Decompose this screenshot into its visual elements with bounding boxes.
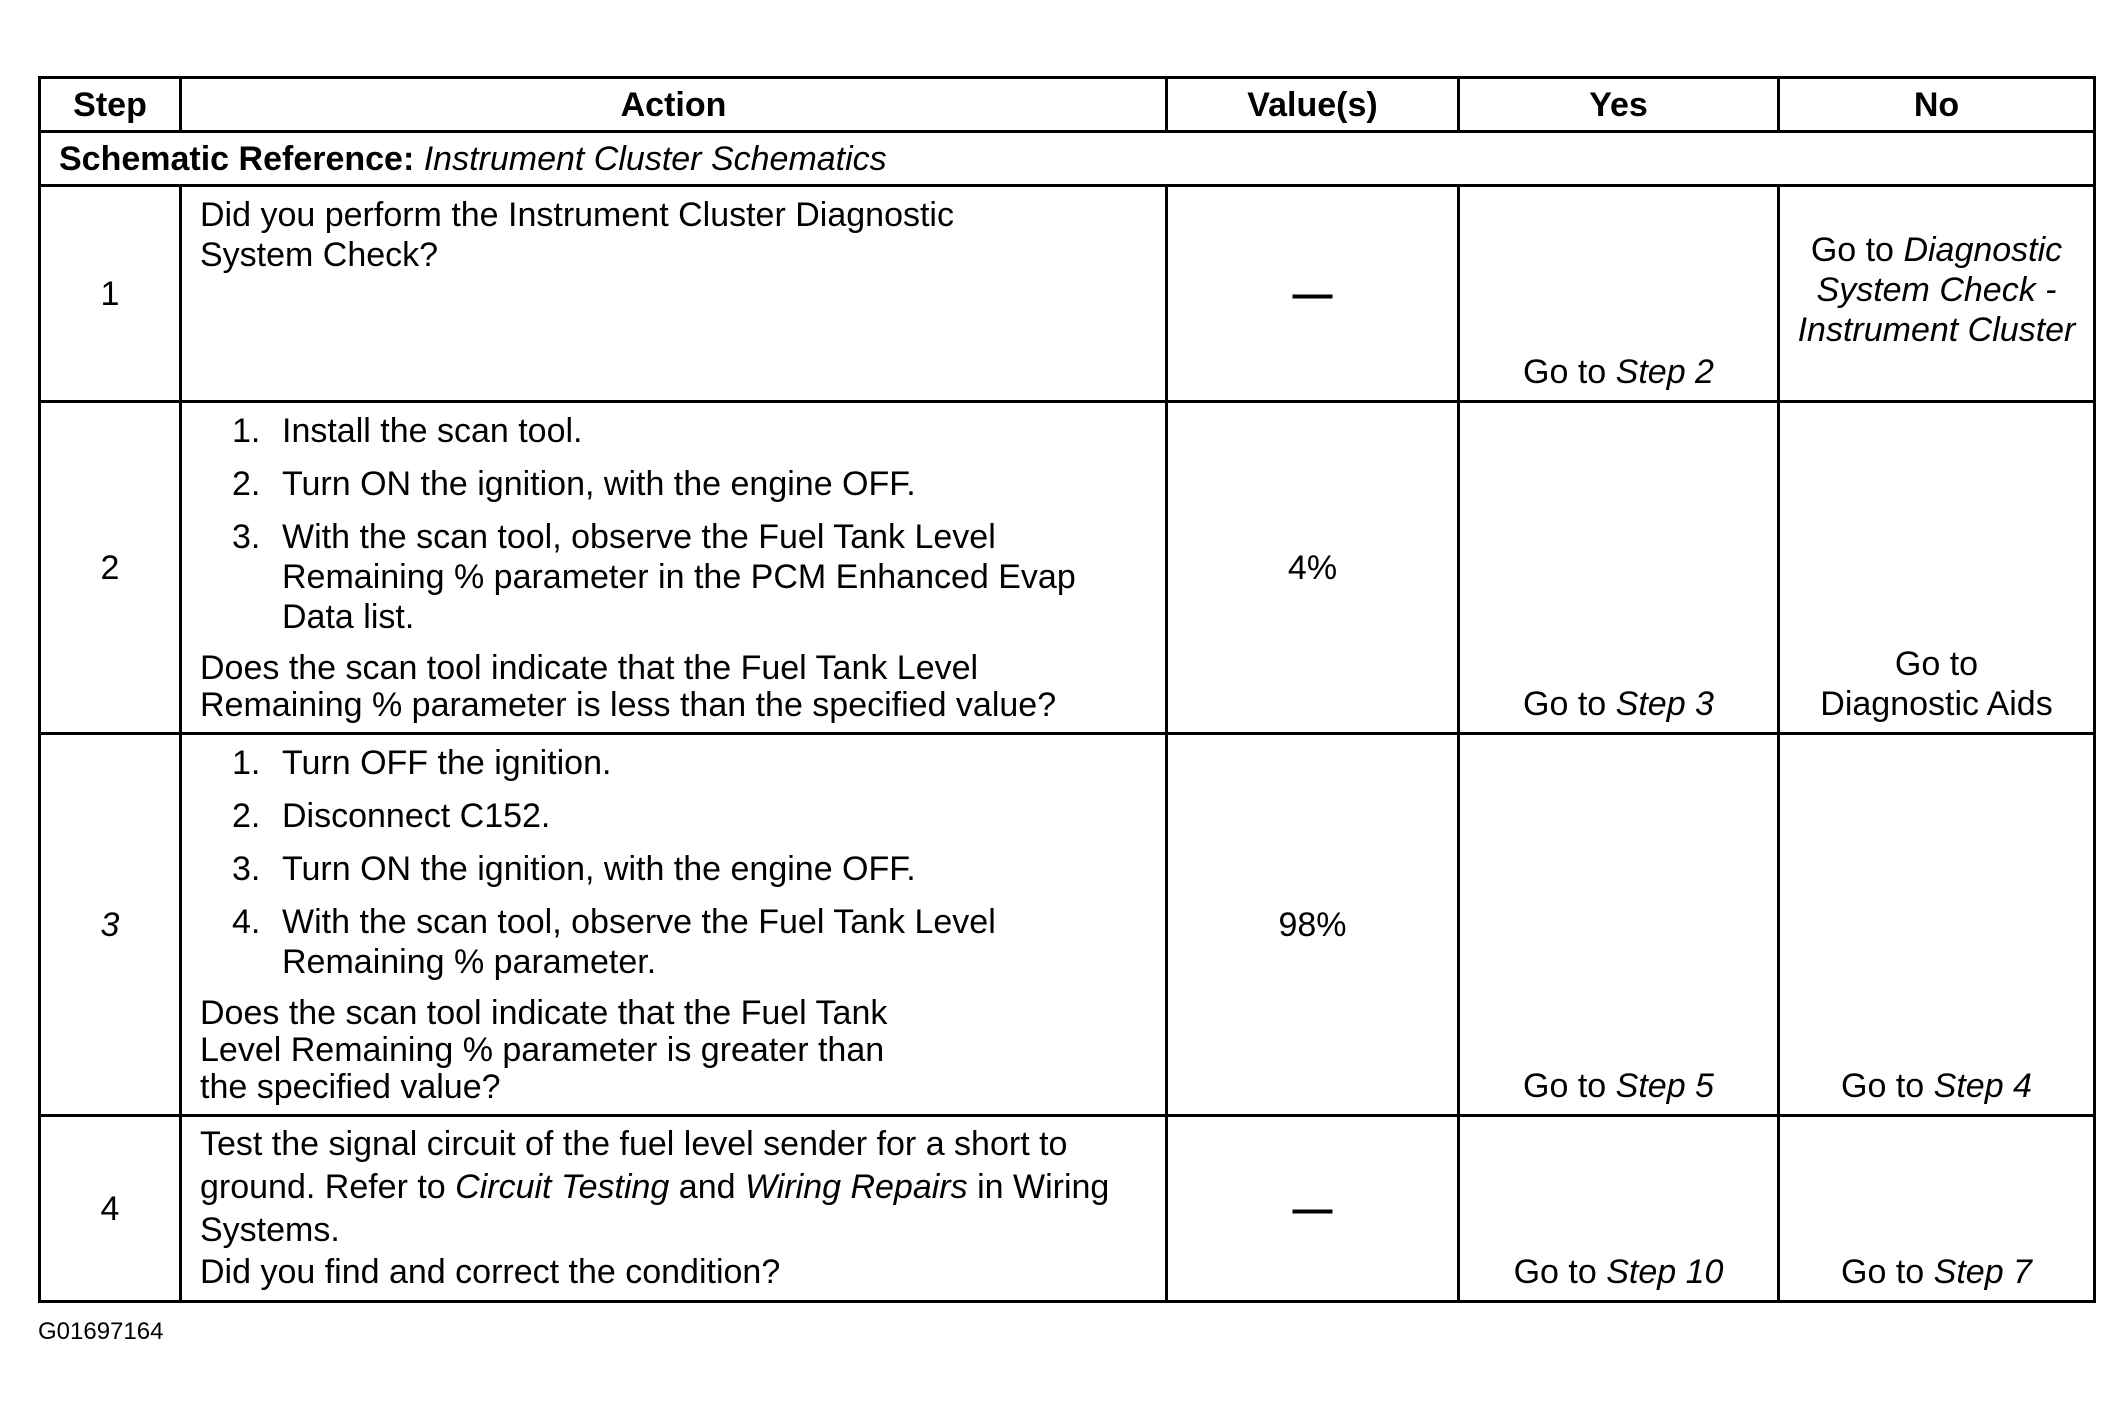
list-item: [200, 902, 1143, 982]
yes-link[interactable]: Step 2: [1615, 353, 1714, 391]
yes-cell: [1459, 402, 1779, 734]
list-item: [200, 849, 1143, 889]
question-text: Does the scan tool indicate that the Fuel Tank Level Remaining % parameter is greater than the specified value?: [200, 994, 888, 1106]
action-text: Did you perform the Instrument Cluster Diagnostic System Check?: [200, 196, 954, 274]
header-action: Action: [181, 78, 1167, 132]
schematic-reference: [40, 132, 2095, 186]
no-prefix: Go to: [1810, 230, 1894, 269]
substep-text: With the scan tool, observe the Fuel Tank Level Remaining % parameter in the PCM Enhanced Evap Data list.: [282, 518, 1076, 636]
table-row: [40, 186, 2095, 402]
substep-text: Turn OFF the ignition.: [282, 744, 612, 782]
yes-cell: [1459, 734, 1779, 1116]
no-cell: [1779, 402, 2095, 734]
yes-cell: [1459, 186, 1779, 402]
no-prefix: Go to: [1841, 1067, 1925, 1105]
substep-number: 1.: [232, 744, 261, 782]
value-cell: 98%: [1167, 734, 1459, 1116]
question-text: Does the scan tool indicate that the Fuel Tank Level Remaining % parameter is less than the specified value?: [200, 649, 1057, 724]
yes-prefix: Go to: [1513, 1253, 1597, 1291]
step-number: 3: [40, 734, 181, 1116]
value-cell: 4%: [1167, 402, 1459, 734]
yes-prefix: Go to: [1523, 1067, 1607, 1105]
figure-id: G01697164: [38, 1318, 164, 1345]
action-cell: [181, 186, 1167, 402]
list-item: [200, 796, 1143, 836]
header-no: No: [1779, 78, 2095, 132]
no-prefix: Go to: [1894, 645, 1979, 683]
yes-link[interactable]: Step 5: [1615, 1067, 1714, 1105]
substep-text: Turn ON the ignition, with the engine OFF.: [282, 465, 916, 503]
step-number: 2: [40, 402, 181, 734]
list-item: [200, 464, 1143, 504]
diagnostic-table: [38, 76, 2096, 1303]
action-cell: [181, 1116, 1167, 1302]
no-cell: [1779, 1116, 2095, 1302]
action-text-part1: Test the signal circuit of the fuel level sender for a short to ground. Refer to: [200, 1125, 1068, 1206]
yes-link[interactable]: Step 3: [1615, 685, 1714, 723]
substep-number: 3.: [232, 850, 261, 888]
list-item: [200, 517, 1143, 637]
list-item: [200, 411, 1143, 451]
question-text: Did you find and correct the condition?: [200, 1253, 781, 1291]
substep-number: 4.: [232, 903, 261, 941]
schematic-reference-row: [40, 132, 2095, 186]
schematic-link[interactable]: Instrument Cluster Schematics: [423, 139, 887, 178]
value-cell: —: [1167, 1116, 1459, 1302]
action-cell: [181, 734, 1167, 1116]
substep-number: 1.: [232, 412, 261, 450]
step-number: 4: [40, 1116, 181, 1302]
yes-prefix: Go to: [1523, 353, 1607, 391]
no-link[interactable]: Step 4: [1933, 1067, 2032, 1105]
substep-number: 3.: [232, 518, 261, 556]
header-step: Step: [40, 78, 181, 132]
list-item: [200, 743, 1143, 783]
action-and: and: [678, 1168, 736, 1206]
substep-text: With the scan tool, observe the Fuel Tank Level Remaining % parameter.: [282, 903, 996, 981]
action-text-part2: in Wiring Systems.: [200, 1168, 1110, 1249]
table-row: [40, 734, 2095, 1116]
header-yes: Yes: [1459, 78, 1779, 132]
schematic-label: Schematic Reference:: [59, 139, 415, 178]
header-values: Value(s): [1167, 78, 1459, 132]
substep-list: [200, 411, 1143, 637]
yes-prefix: Go to: [1523, 685, 1607, 723]
substep-text: Turn ON the ignition, with the engine OFF.: [282, 850, 916, 888]
substep-text: Install the scan tool.: [282, 412, 583, 450]
yes-cell: [1459, 1116, 1779, 1302]
wiring-repairs-link[interactable]: Wiring Repairs: [744, 1168, 968, 1206]
substep-list: [200, 743, 1143, 982]
header-row: [40, 78, 2095, 132]
table-row: [40, 1116, 2095, 1302]
no-link[interactable]: Diagnostic Aids: [1820, 685, 2053, 723]
no-link[interactable]: Diagnostic System Check - Instrument Cluster: [1797, 230, 2076, 349]
substep-number: 2.: [232, 797, 261, 835]
action-cell: [181, 402, 1167, 734]
value-cell: —: [1167, 186, 1459, 402]
table-row: [40, 402, 2095, 734]
circuit-testing-link[interactable]: Circuit Testing: [455, 1168, 670, 1206]
substep-text: Disconnect C152.: [282, 797, 551, 835]
no-cell: [1779, 186, 2095, 402]
substep-number: 2.: [232, 465, 261, 503]
action-text: [200, 1123, 1143, 1252]
no-link[interactable]: Step 7: [1933, 1253, 2032, 1291]
step-number: 1: [40, 186, 181, 402]
no-prefix: Go to: [1841, 1253, 1925, 1291]
no-cell: [1779, 734, 2095, 1116]
yes-link[interactable]: Step 10: [1606, 1253, 1724, 1291]
